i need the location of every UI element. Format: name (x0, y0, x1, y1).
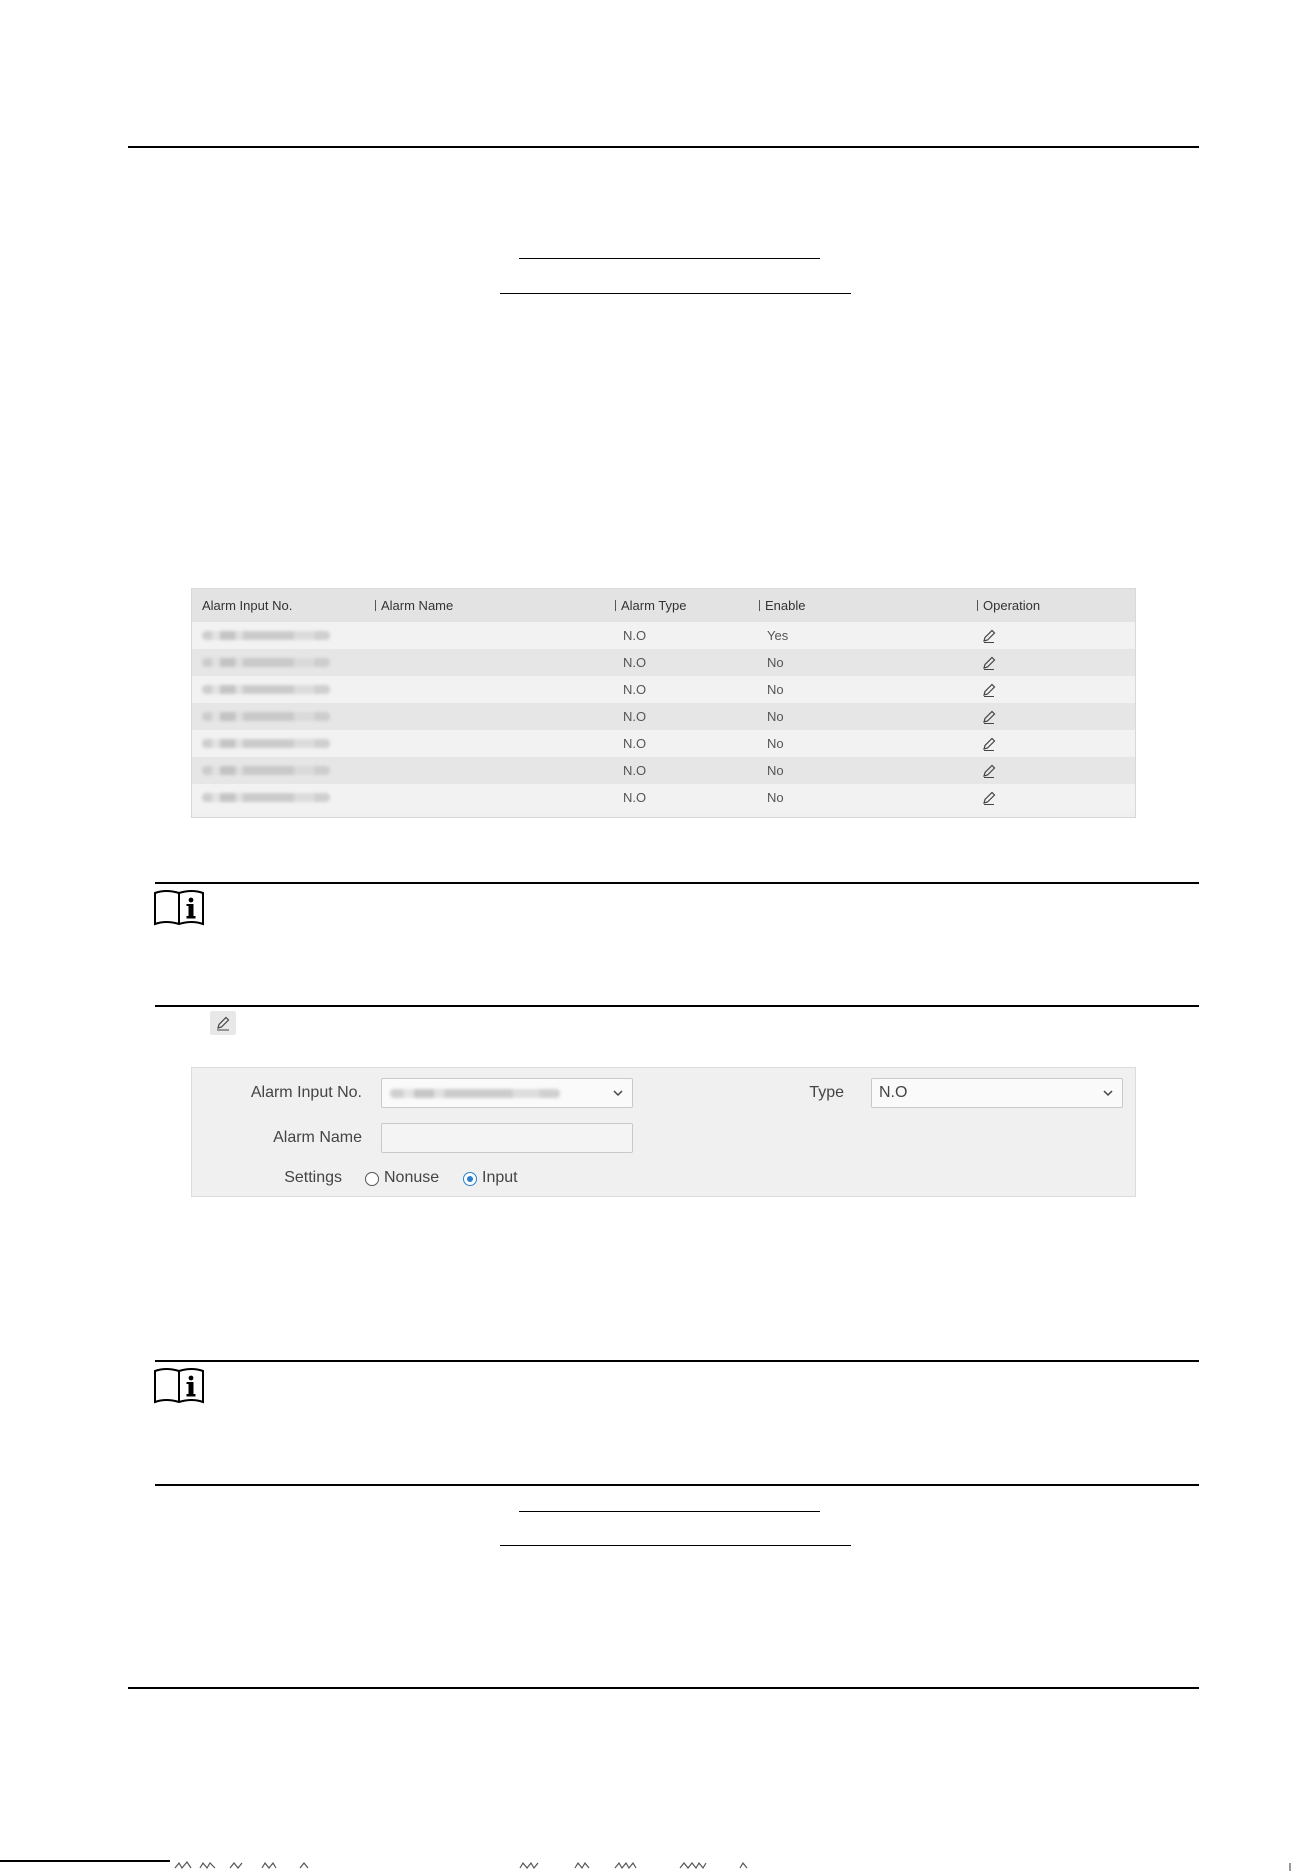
blurred-alarm-input-no (202, 739, 330, 748)
input-radio-label[interactable]: Input (482, 1169, 518, 1186)
column-header-alarm-type[interactable]: Alarm Type (615, 589, 687, 622)
pencil-icon[interactable] (981, 628, 997, 644)
table-row[interactable] (192, 676, 1135, 703)
enable-cell: No (767, 655, 784, 670)
alarm-type-cell: N.O (623, 763, 647, 778)
column-header-alarm-name[interactable]: Alarm Name (375, 589, 453, 622)
table-row[interactable] (192, 730, 1135, 757)
blurred-alarm-input-no (202, 685, 330, 694)
alarm-type-cell: N.O (623, 628, 647, 643)
header-rule (128, 146, 1199, 148)
info-book-icon (153, 1366, 205, 1406)
alarm-type-cell: N.O (623, 736, 647, 751)
enable-cell: No (767, 790, 784, 805)
enable-cell: No (767, 709, 784, 724)
pencil-icon[interactable] (981, 709, 997, 725)
note-top-rule (155, 882, 1199, 884)
alarm-type-cell: N.O (623, 790, 647, 805)
pencil-icon (210, 1011, 236, 1035)
heading-underline (500, 1545, 851, 1546)
info-book-icon (153, 888, 205, 928)
pencil-icon[interactable] (981, 736, 997, 752)
alarm-input-settings-panel (191, 1067, 1136, 1197)
column-header-operation[interactable]: Operation (977, 589, 1040, 622)
nonuse-radio[interactable] (365, 1172, 379, 1186)
table-row[interactable] (192, 649, 1135, 676)
blurred-alarm-input-no (202, 793, 330, 802)
alarm-input-no-label: Alarm Input No. (250, 1084, 362, 1101)
inline-edit-button (210, 1011, 236, 1035)
pencil-icon[interactable] (981, 655, 997, 671)
table-header (192, 589, 1135, 622)
alarm-type-cell: N.O (623, 709, 647, 724)
column-header-alarm-input-no[interactable]: Alarm Input No. (202, 598, 293, 613)
note-top-rule (155, 1360, 1199, 1362)
chevron-down-icon (612, 1087, 624, 1099)
enable-cell: No (767, 736, 784, 751)
table-row[interactable] (192, 622, 1135, 649)
scan-artifact (0, 1860, 1313, 1873)
table-row[interactable] (192, 757, 1135, 784)
note-bottom-rule (155, 1484, 1199, 1486)
column-header-enable[interactable]: Enable (759, 589, 805, 622)
table-row[interactable] (192, 784, 1135, 811)
heading-underline (500, 293, 851, 294)
pencil-icon[interactable] (981, 790, 997, 806)
alarm-input-no-select[interactable] (381, 1078, 633, 1108)
alarm-input-table (191, 588, 1136, 818)
heading-underline (519, 1511, 820, 1512)
note-bottom-rule (155, 1005, 1199, 1007)
table-row[interactable] (192, 703, 1135, 730)
settings-label: Settings (284, 1169, 342, 1186)
footer-rule (128, 1687, 1199, 1689)
type-label: Type (809, 1084, 844, 1101)
blurred-alarm-input-no (202, 631, 330, 640)
enable-cell: No (767, 763, 784, 778)
blurred-alarm-input-no (202, 712, 330, 721)
alarm-type-cell: N.O (623, 655, 647, 670)
pencil-icon[interactable] (981, 682, 997, 698)
blurred-alarm-input-value (390, 1089, 560, 1098)
blurred-alarm-input-no (202, 766, 330, 775)
alarm-name-label: Alarm Name (273, 1129, 362, 1146)
pencil-icon[interactable] (981, 763, 997, 779)
blurred-alarm-input-no (202, 658, 330, 667)
alarm-type-cell: N.O (623, 682, 647, 697)
type-select-value: N.O (879, 1084, 908, 1101)
type-select[interactable] (871, 1078, 1123, 1108)
input-radio[interactable] (463, 1172, 477, 1186)
enable-cell: Yes (767, 628, 789, 643)
heading-underline (519, 258, 820, 259)
enable-cell: No (767, 682, 784, 697)
chevron-down-icon (1102, 1087, 1114, 1099)
nonuse-radio-label[interactable]: Nonuse (384, 1169, 440, 1186)
alarm-name-input[interactable] (381, 1123, 633, 1153)
